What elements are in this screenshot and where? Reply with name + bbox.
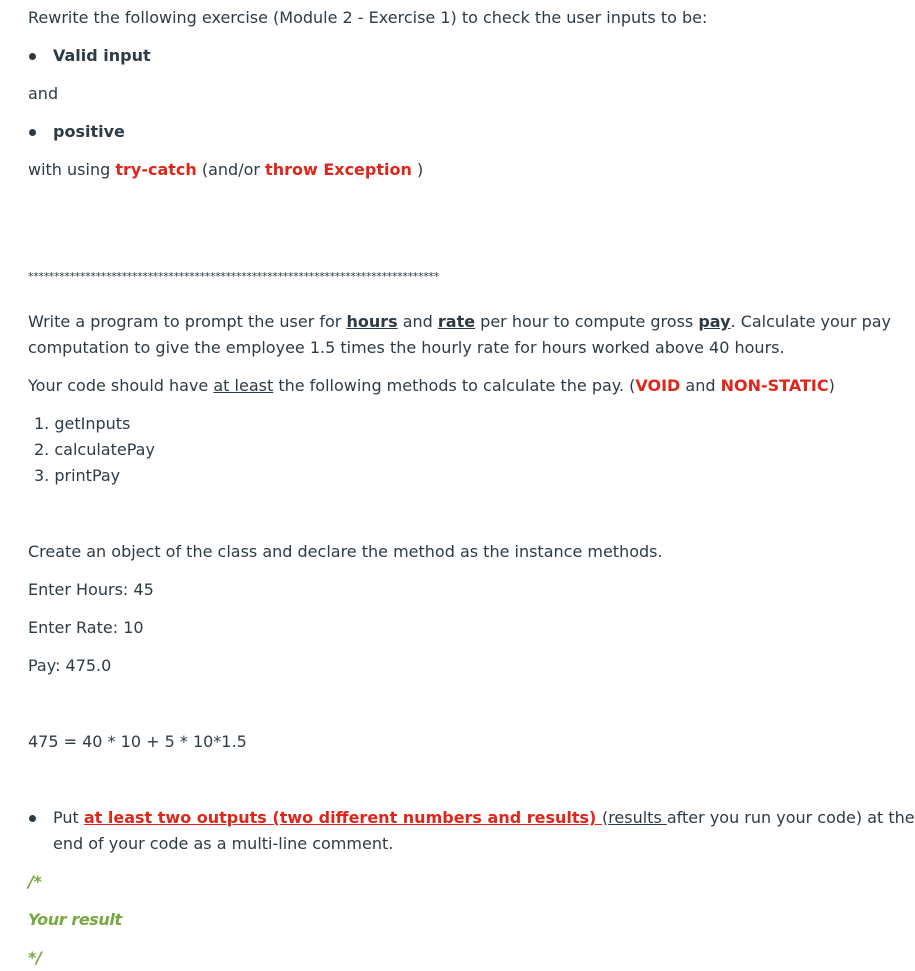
object-instruction: Create an object of the class and declare the method as the instance methods.: [28, 542, 663, 561]
method-item-printpay: 3. printPay: [34, 466, 121, 485]
void-keyword: VOID: [635, 376, 681, 395]
sample-hours: Enter Hours: 45: [28, 580, 154, 599]
non-static-keyword: NON-STATIC: [720, 376, 829, 395]
at-least-two-outputs: at least two outputs (two different numbers and results): [83, 808, 602, 827]
comment-open: /*: [28, 872, 42, 891]
with-using-line: with using try-catch (and/or throw Exception ): [28, 160, 424, 179]
method-item-calculatepay: 2. calculatePay: [34, 440, 155, 459]
program-description-line1: Write a program to prompt the user for hours and rate per hour to compute gross pay. Calculate your pay: [28, 312, 891, 331]
comment-body: Your result: [28, 910, 122, 929]
method-item-getinputs: 1. getInputs: [34, 414, 131, 433]
pay-term: pay: [698, 312, 731, 331]
intro-line: Rewrite the following exercise (Module 2 - Exercise 1) to check the user inputs to be:: [28, 8, 708, 27]
outputs-instruction-line1: Put at least two outputs (two different numbers and results) (results after you run your code) at the: [53, 805, 915, 831]
outputs-instruction-line2: end of your code as a multi-line comment.: [53, 834, 394, 853]
sample-pay: Pay: 475.0: [28, 656, 112, 675]
comment-close: */: [28, 948, 42, 967]
sample-rate: Enter Rate: 10: [28, 618, 144, 637]
hours-term: hours: [346, 312, 398, 331]
try-catch-keyword: try-catch: [115, 160, 197, 179]
at-least-term: at least: [213, 376, 274, 395]
and-text: and: [28, 84, 59, 103]
bullet-positive: positive: [53, 119, 125, 145]
pay-formula: 475 = 40 * 10 + 5 * 10*1.5: [28, 732, 247, 751]
program-description-line2: computation to give the employee 1.5 times the hourly rate for hours worked above 40 hours.: [28, 338, 785, 357]
bullet-valid-input: Valid input: [53, 43, 151, 69]
separator: *******************************************************************************: [28, 270, 439, 283]
rate-term: rate: [437, 312, 476, 331]
throw-exception-keyword: throw Exception: [265, 160, 412, 179]
methods-requirement: Your code should have at least the following methods to calculate the pay. (VOID and NON-STATIC): [28, 376, 835, 395]
